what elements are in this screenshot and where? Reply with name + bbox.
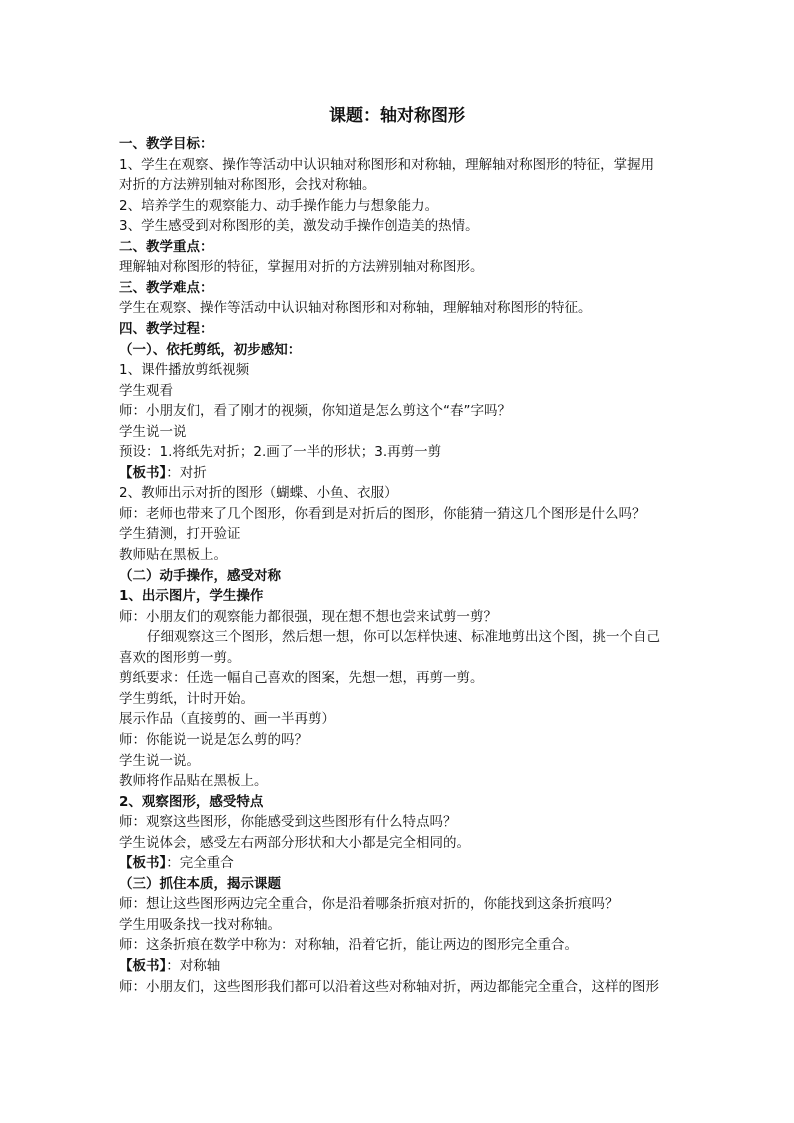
text-line: 师：小朋友们，看了刚才的视频，你知道是怎么剪这个“春”字吗？ bbox=[119, 403, 511, 420]
text-line: 三、教学难点： bbox=[119, 279, 214, 296]
text-line: 1、课件播放剪纸视频 bbox=[119, 362, 250, 379]
text-line: （二）动手操作，感受对称 bbox=[119, 567, 281, 584]
text-line: 1、出示图片，学生操作 bbox=[119, 588, 264, 605]
text-line: 2、培养学生的观察能力、动手操作能力与想象能力。 bbox=[119, 197, 439, 214]
text-line: 学生说一说。 bbox=[119, 752, 200, 769]
text-line: 师：观察这些图形，你能感受到这些图形有什么特点吗？ bbox=[119, 814, 457, 831]
text-line: 学生说一说 bbox=[119, 423, 187, 440]
text-line: 展示作品（直接剪的、画一半再剪） bbox=[119, 711, 335, 728]
text-line: 师：老师也带来了几个图形，你看到是对折后的图形，你能猜一猜这几个图形是什么吗？ bbox=[119, 505, 646, 522]
text-line: 师：小朋友们，这些图形我们都可以沿着这些对称轴对折，两边都能完全重合，这样的图形 bbox=[119, 978, 659, 995]
text-line: 【板书】：对折 bbox=[119, 464, 207, 481]
text-line: 学生说体会，感受左右两部分形状和大小都是完全相同的。 bbox=[119, 834, 470, 851]
text-line: 3、学生感受到对称图形的美，激发动手操作创造美的热情。 bbox=[119, 218, 479, 235]
text-line: 师：小朋友们的观察能力都很强，现在想不想也尝来试剪一剪？ bbox=[119, 608, 497, 625]
text-line: 师：想让这些图形两边完全重合，你是沿着哪条折痕对折的，你能找到这条折痕吗？ bbox=[119, 896, 619, 913]
text-line: 四、教学过程： bbox=[119, 320, 214, 337]
text-line: 一、教学目标： bbox=[119, 136, 214, 152]
text-line: 【板书】：对称轴 bbox=[119, 958, 221, 974]
text-line: 【板书】：完全重合 bbox=[119, 855, 234, 872]
text-line: 2、教师出示对折的图形（蝴蝶、小鱼、衣服） bbox=[119, 485, 398, 502]
text-line: 二、教学重点： bbox=[119, 238, 214, 255]
page-title: 课题：轴对称图形 bbox=[329, 106, 465, 126]
text-line: 预设：1.将纸先对折；2.画了一半的形状；3.再剪一剪 bbox=[119, 444, 442, 461]
text-line: 1、学生在观察、操作等活动中认识轴对称图形和对称轴，理解轴对称图形的特征，掌握用 bbox=[119, 156, 655, 173]
text-line: 学生在观察、操作等活动中认识轴对称图形和对称轴，理解轴对称图形的特征。 bbox=[119, 300, 592, 317]
text-line: 理解轴对称图形的特征，掌握用对折的方法辨别轴对称图形。 bbox=[119, 259, 484, 276]
text-line: 剪纸要求：任选一幅自己喜欢的图案，先想一想，再剪一剪。 bbox=[119, 670, 484, 687]
text-line: 2、观察图形，感受特点 bbox=[119, 793, 264, 810]
text-line: 仔细观察这三个图形，然后想一想，你可以怎样快速、标准地剪出这个图，挑一个自己 bbox=[147, 629, 660, 646]
text-line: 教师贴在黑板上。 bbox=[119, 547, 227, 563]
text-line: 喜欢的图形剪一剪。 bbox=[119, 649, 241, 666]
text-line: 对折的方法辨别轴对称图形，会找对称轴。 bbox=[119, 177, 376, 194]
text-line: 学生观看 bbox=[119, 382, 173, 399]
text-line: （三）抓住本质，揭示课题 bbox=[119, 875, 281, 892]
text-line: 学生剪纸，计时开始。 bbox=[119, 690, 254, 707]
text-line: 师：这条折痕在数学中称为：对称轴，沿着它折，能让两边的图形完全重合。 bbox=[119, 937, 578, 954]
text-line: 学生用吸条找一找对称轴。 bbox=[119, 916, 281, 933]
text-line: 教师将作品贴在黑板上。 bbox=[119, 773, 268, 790]
text-line: （一）、依托剪纸，初步感知： bbox=[119, 341, 302, 358]
text-line: 师：你能说一说是怎么剪的吗？ bbox=[119, 731, 308, 748]
text-line: 学生猜测，打开验证 bbox=[119, 526, 241, 543]
